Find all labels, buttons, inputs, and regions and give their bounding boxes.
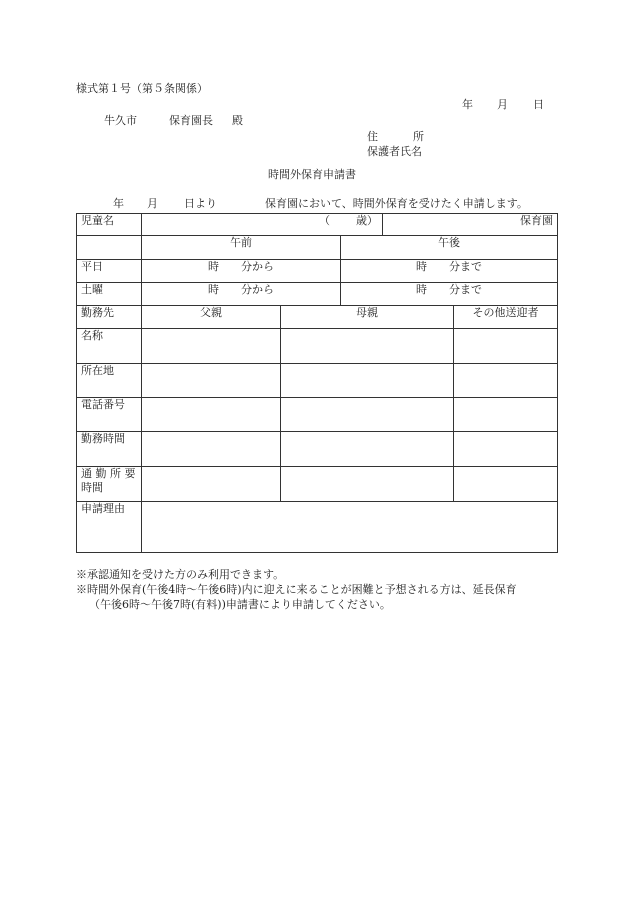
commute-time-label-line1: 通 勤 所 要: [81, 467, 136, 480]
weekday-pm-until: 分まで: [449, 260, 483, 273]
weekday-pm-hour: 時: [416, 260, 428, 273]
weekday-pm-field[interactable]: [341, 260, 558, 283]
weekday-am-from: 分から: [241, 260, 274, 273]
commute-time-label-line2: 時間: [81, 481, 103, 494]
saturday-pm-field[interactable]: [341, 283, 558, 306]
honorific: 殿: [232, 114, 243, 127]
weekday-row: [77, 260, 558, 283]
application-form-table: [76, 213, 558, 553]
weekday-label: 平日: [77, 260, 142, 283]
note-extended-care-cont: （午後6時～午後7時(有料))申請書により申請してください。: [89, 598, 391, 611]
am-header: 午前: [142, 236, 341, 260]
date-year-label: 年: [462, 98, 473, 111]
nursery-label: 保育園: [520, 214, 554, 227]
workplace-label: 勤務先: [77, 306, 142, 329]
intro-month: 月: [147, 197, 158, 210]
father-work-hours-field[interactable]: [142, 432, 281, 467]
mother-work-hours-field[interactable]: [281, 432, 454, 467]
intro-year: 年: [113, 197, 124, 210]
note-approval: ※承認通知を受けた方のみ利用できます。: [76, 568, 285, 581]
workplace-header-row: [77, 306, 558, 329]
workplace-address-label: 所在地: [77, 364, 142, 398]
reason-row: [77, 502, 558, 553]
saturday-pm-hour: 時: [416, 283, 428, 296]
other-commute-field[interactable]: [454, 467, 558, 502]
saturday-row: [77, 283, 558, 306]
mother-workplace-name-field[interactable]: [281, 329, 454, 364]
city-name: 牛久市: [104, 114, 137, 127]
pm-header: 午後: [341, 236, 558, 260]
child-name-row: [77, 214, 558, 236]
other-workplace-name-field[interactable]: [454, 329, 558, 364]
other-escort-header: その他送迎者: [454, 306, 558, 329]
guardian-name-label: 保護者氏名: [367, 145, 422, 158]
reason-label: 申請理由: [77, 502, 142, 553]
phone-label: 電話番号: [77, 398, 142, 432]
workplace-name-row: [77, 329, 558, 364]
father-header: 父親: [142, 306, 281, 329]
phone-row: [77, 398, 558, 432]
work-hours-label: 勤務時間: [77, 432, 142, 467]
commute-time-label: [77, 467, 142, 502]
commute-time-row: [77, 467, 558, 502]
other-phone-field[interactable]: [454, 398, 558, 432]
other-workplace-address-field[interactable]: [454, 364, 558, 398]
father-workplace-name-field[interactable]: [142, 329, 281, 364]
mother-phone-field[interactable]: [281, 398, 454, 432]
intro-text: 保育園において、時間外保育を受けたく申請します。: [265, 197, 528, 210]
age-open: （: [319, 214, 331, 227]
mother-commute-field[interactable]: [281, 467, 454, 502]
father-phone-field[interactable]: [142, 398, 281, 432]
address-label-part1: 住: [367, 130, 378, 143]
document-title: 時間外保育申請書: [268, 168, 356, 181]
saturday-am-from: 分から: [241, 283, 274, 296]
saturday-am-hour: 時: [208, 283, 219, 296]
date-month-label: 月: [497, 98, 508, 111]
saturday-am-field[interactable]: [142, 283, 341, 306]
date-day-label: 日: [533, 98, 544, 111]
father-commute-field[interactable]: [142, 467, 281, 502]
workplace-name-label: 名称: [77, 329, 142, 364]
address-label-part2: 所: [413, 130, 424, 143]
am-pm-header-row: [77, 236, 558, 260]
notes: [76, 567, 517, 612]
child-name-field[interactable]: [142, 214, 383, 236]
age-close: 歳）: [356, 214, 379, 227]
reason-field[interactable]: [142, 502, 558, 553]
intro-from: 日より: [184, 197, 217, 210]
mother-header: 母親: [281, 306, 454, 329]
empty-header-cell: [77, 236, 142, 260]
weekday-am-hour: 時: [208, 260, 219, 273]
other-work-hours-field[interactable]: [454, 432, 558, 467]
recipient-title: 保育園長: [169, 114, 213, 127]
mother-workplace-address-field[interactable]: [281, 364, 454, 398]
saturday-label: 土曜: [77, 283, 142, 306]
child-name-label: 児童名: [77, 214, 142, 236]
note-extended-care: ※時間外保育(午後4時～午後6時)内に迎えに来ることが困難と予想される方は、延長保育: [76, 583, 517, 596]
work-hours-row: [77, 432, 558, 467]
workplace-address-row: [77, 364, 558, 398]
father-workplace-address-field[interactable]: [142, 364, 281, 398]
weekday-am-field[interactable]: [142, 260, 341, 283]
nursery-field[interactable]: [383, 214, 558, 236]
saturday-pm-until: 分まで: [449, 283, 483, 296]
form-number: 様式第１号（第５条関係）: [76, 82, 208, 95]
